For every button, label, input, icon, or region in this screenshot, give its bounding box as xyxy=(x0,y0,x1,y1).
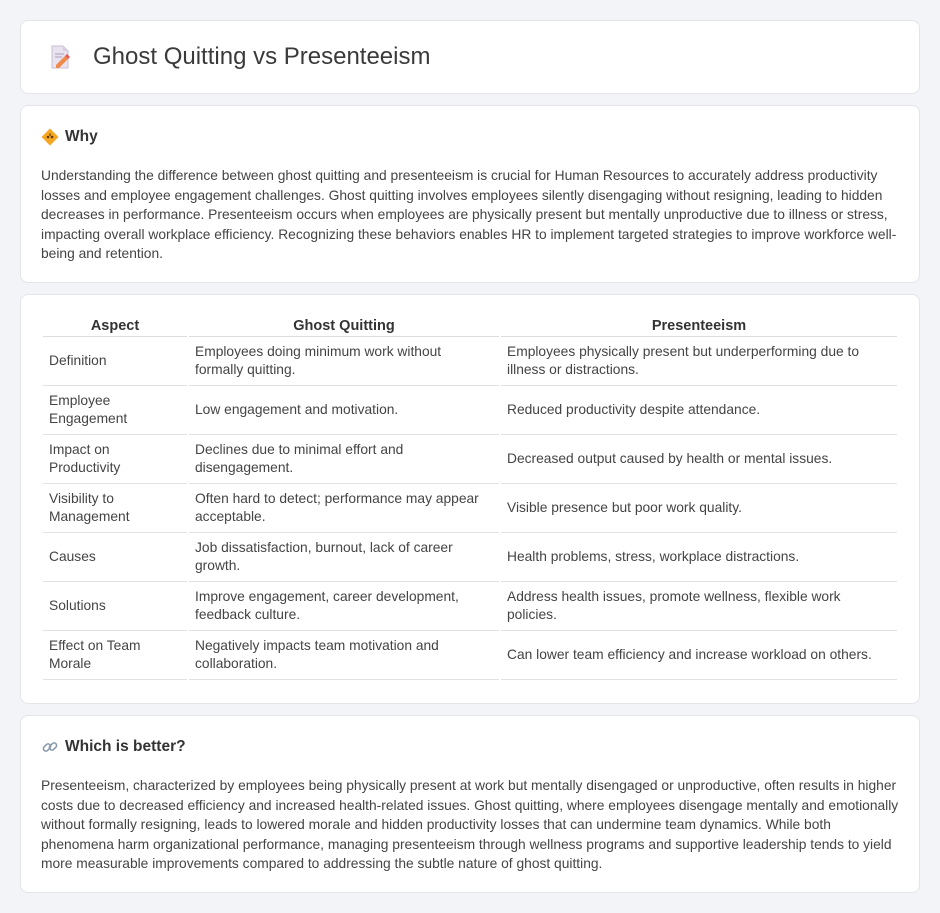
cell-ghost-quitting: Declines due to minimal effort and disengagement. xyxy=(189,435,499,484)
header-presenteeism: Presenteeism xyxy=(501,317,897,337)
why-title: Why xyxy=(65,128,98,145)
which-is-better-title: Which is better? xyxy=(65,738,186,755)
why-section xyxy=(20,105,920,283)
cell-aspect: Visibility to Management xyxy=(43,484,187,533)
diamond-signal-icon xyxy=(41,128,59,146)
cell-aspect: Employee Engagement xyxy=(43,386,187,435)
cell-aspect: Definition xyxy=(43,337,187,386)
table-row xyxy=(43,631,897,680)
table-header-row xyxy=(43,317,897,337)
cell-presenteeism: Can lower team efficiency and increase workload on others. xyxy=(501,631,897,680)
cell-aspect: Effect on Team Morale xyxy=(43,631,187,680)
table-row xyxy=(43,533,897,582)
cell-presenteeism: Reduced productivity despite attendance. xyxy=(501,386,897,435)
which-is-better-text: Presenteeism, characterized by employees being physically present at work but mentally disengaged or unproductive, often results in higher costs due to decreased efficiency and increased health-related issues. Ghost quitting, where employees disengage mentally and emotionally without formally resigning, leads to lowered morale and hidden productivity losses that can undermine team dynamics. While both phenomena harm organizational performance, managing presenteeism through wellness programs and supportive leadership tends to yield more measurable improvements compared to addressing the subtle nature of ghost quitting. xyxy=(41,778,899,871)
cell-ghost-quitting: Job dissatisfaction, burnout, lack of career growth. xyxy=(189,533,499,582)
cell-aspect: Impact on Productivity xyxy=(43,435,187,484)
link-icon xyxy=(41,738,59,756)
cell-ghost-quitting: Often hard to detect; performance may appear acceptable. xyxy=(189,484,499,533)
cell-presenteeism: Visible presence but poor work quality. xyxy=(501,484,897,533)
comparison-table xyxy=(41,317,899,680)
why-text: Understanding the difference between ghost quitting and presenteeism is crucial for Human Resources to accurately address productivity losses and employee engagement challenges. Ghost quitting involves employees silently disengaging without resigning, leading to hidden decreases in performance. Presenteeism occurs when employees are physically present but mentally unproductive due to illness or stress, impacting overall workplace efficiency. Recognizing these behaviors enables HR to implement targeted strategies to improve workforce well-being and retention. xyxy=(41,168,897,261)
cell-aspect: Solutions xyxy=(43,582,187,631)
cell-presenteeism: Employees physically present but underperforming due to illness or distractions. xyxy=(501,337,897,386)
page-title: Ghost Quitting vs Presenteeism xyxy=(93,43,431,70)
title-card xyxy=(20,20,920,94)
header-ghost-quitting: Ghost Quitting xyxy=(189,317,499,337)
which-is-better-section xyxy=(20,715,920,893)
table-row xyxy=(43,386,897,435)
header-aspect: Aspect xyxy=(43,317,187,337)
table-row xyxy=(43,337,897,386)
document-edit-icon xyxy=(47,44,73,70)
cell-presenteeism: Health problems, stress, workplace distractions. xyxy=(501,533,897,582)
table-row xyxy=(43,582,897,631)
cell-aspect: Causes xyxy=(43,533,187,582)
cell-ghost-quitting: Low engagement and motivation. xyxy=(189,386,499,435)
table-row xyxy=(43,484,897,533)
comparison-table-card xyxy=(20,294,920,704)
cell-ghost-quitting: Negatively impacts team motivation and collaboration. xyxy=(189,631,499,680)
cell-presenteeism: Decreased output caused by health or mental issues. xyxy=(501,435,897,484)
cell-ghost-quitting: Improve engagement, career development, feedback culture. xyxy=(189,582,499,631)
cell-ghost-quitting: Employees doing minimum work without formally quitting. xyxy=(189,337,499,386)
cell-presenteeism: Address health issues, promote wellness, flexible work policies. xyxy=(501,582,897,631)
table-row xyxy=(43,435,897,484)
